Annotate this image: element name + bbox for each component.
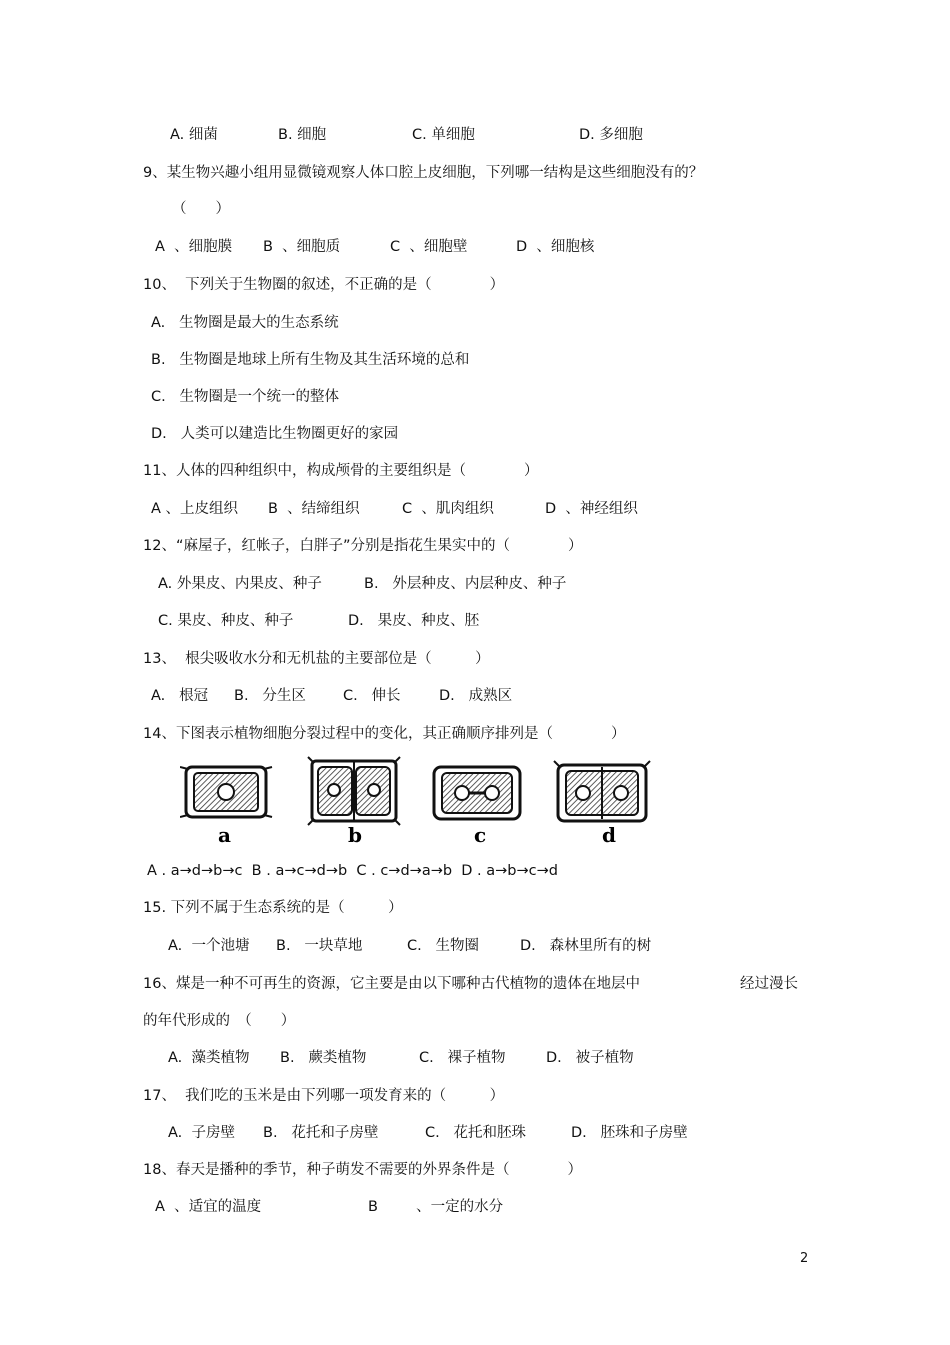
cell-label-b: b bbox=[348, 823, 362, 847]
q9-option-a: A 、细胞膜 bbox=[155, 239, 233, 255]
q15-option-b: B. 一块草地 bbox=[276, 938, 363, 954]
q11-option-b: B 、结缔组织 bbox=[268, 501, 360, 517]
cell-division-figure bbox=[180, 755, 660, 847]
q16-option-c: C. 裸子植物 bbox=[419, 1050, 506, 1066]
q11-option-a: A 、上皮组织 bbox=[151, 501, 239, 517]
q16-option-b: B. 蕨类植物 bbox=[280, 1050, 367, 1066]
q15-option-d: D. 森林里所有的树 bbox=[520, 938, 652, 954]
q13-option-d: D. 成熟区 bbox=[439, 688, 513, 704]
q16-stem-part3: 的年代形成的 （ ） bbox=[143, 1013, 296, 1029]
q8-option-d: D. 多细胞 bbox=[579, 127, 643, 143]
cell-c bbox=[434, 767, 520, 819]
q11-option-d: D 、神经组织 bbox=[545, 501, 638, 517]
cell-d bbox=[554, 761, 650, 821]
cell-label-d: d bbox=[602, 823, 616, 847]
q9-stem: 9、某生物兴趣小组用显微镜观察人体口腔上皮细胞，下列哪一结构是这些细胞没有的？ bbox=[143, 165, 704, 181]
q17-stem: 17、 我们吃的玉米是由下列哪一项发育来的（ ） bbox=[143, 1088, 505, 1104]
q16-option-d: D. 被子植物 bbox=[546, 1050, 634, 1066]
q18-option-a: A 、适宜的温度 bbox=[155, 1199, 262, 1215]
q14-options: A . a→d→b→c B . a→c→d→b C . c→d→a→b D . a→b→c→d bbox=[147, 863, 558, 879]
q17-option-a: A. 子房壁 bbox=[168, 1125, 235, 1141]
q9-answer-paren: （ ） bbox=[172, 201, 230, 217]
q10-stem: 10、 下列关于生物圈的叙述，不正确的是（ ） bbox=[143, 277, 505, 293]
q13-option-b: B. 分生区 bbox=[234, 688, 306, 704]
cell-a bbox=[180, 767, 272, 817]
q8-option-b: B. 细胞 bbox=[278, 127, 327, 143]
q12-option-a: A. 外果皮、内果皮、种子 bbox=[158, 576, 322, 592]
cell-label-a: a bbox=[218, 823, 231, 847]
q15-option-c: C. 生物圈 bbox=[407, 938, 480, 954]
page-number: 2 bbox=[800, 1251, 809, 1266]
q10-option-a: A. 生物圈是最大的生态系统 bbox=[151, 315, 339, 331]
cell-label-c: c bbox=[474, 823, 487, 847]
q10-option-c: C. 生物圈是一个统一的整体 bbox=[151, 389, 340, 405]
q12-option-d: D. 果皮、种皮、胚 bbox=[348, 613, 480, 629]
q12-stem: 12、“麻屋子，红帐子，白胖子”分别是指花生果实中的（ ） bbox=[143, 538, 583, 554]
q16-stem-part2: 经过漫长 bbox=[740, 976, 798, 992]
q8-option-a: A. 细菌 bbox=[170, 127, 218, 143]
q15-option-a: A. 一个池塘 bbox=[168, 938, 250, 954]
q12-option-c: C. 果皮、种皮、种子 bbox=[158, 613, 294, 629]
q13-option-a: A. 根冠 bbox=[151, 688, 209, 704]
q17-option-c: C. 花托和胚珠 bbox=[425, 1125, 527, 1141]
q16-option-a: A. 藻类植物 bbox=[168, 1050, 250, 1066]
q13-option-c: C. 伸长 bbox=[343, 688, 401, 704]
q9-option-b: B 、细胞质 bbox=[263, 239, 341, 255]
q11-option-c: C 、肌肉组织 bbox=[402, 501, 494, 517]
q14-stem: 14、下图表示植物细胞分裂过程中的变化，其正确顺序排列是（ ） bbox=[143, 726, 626, 742]
q16-stem-part1: 16、煤是一种不可再生的资源，它主要是由以下哪种古代植物的遗体在地层中 bbox=[143, 976, 640, 992]
q11-stem: 11、人体的四种组织中，构成颅骨的主要组织是（ ） bbox=[143, 463, 539, 479]
q8-option-c: C. 单细胞 bbox=[412, 127, 475, 143]
q18-stem: 18、春天是播种的季节，种子萌发不需要的外界条件是（ ） bbox=[143, 1162, 582, 1178]
q18-option-b: B 、一定的水分 bbox=[368, 1199, 504, 1215]
q12-option-b: B. 外层种皮、内层种皮、种子 bbox=[364, 576, 567, 592]
q17-option-b: B. 花托和子房壁 bbox=[263, 1125, 379, 1141]
cell-b bbox=[308, 757, 400, 825]
q10-option-d: D. 人类可以建造比生物圈更好的家园 bbox=[151, 426, 399, 442]
q9-option-d: D 、细胞核 bbox=[516, 239, 595, 255]
q10-option-b: B. 生物圈是地球上所有生物及其生活环境的总和 bbox=[151, 352, 470, 368]
q15-stem: 15. 下列不属于生态系统的是（ ） bbox=[143, 900, 403, 916]
q17-option-d: D. 胚珠和子房壁 bbox=[571, 1125, 688, 1141]
q13-stem: 13、 根尖吸收水分和无机盐的主要部位是（ ） bbox=[143, 651, 490, 667]
q9-option-c: C 、细胞壁 bbox=[390, 239, 468, 255]
